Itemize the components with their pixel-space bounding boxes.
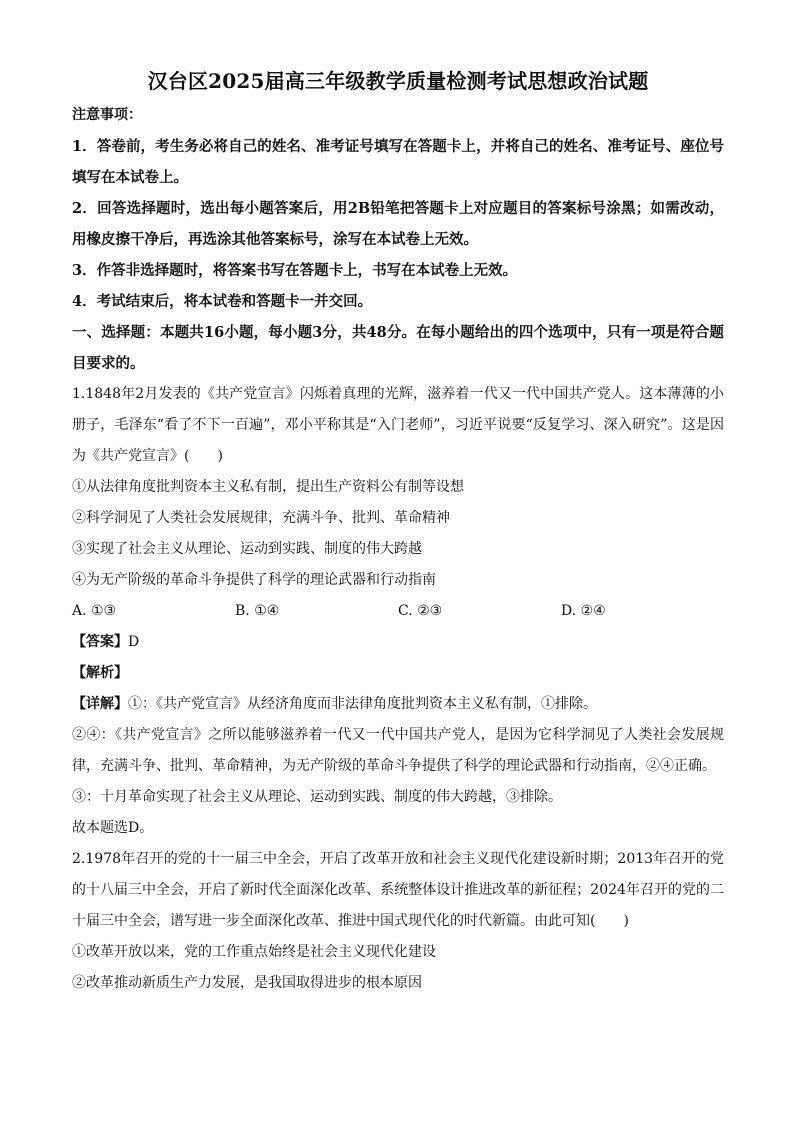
choice-c: C. ②③ [398,603,443,619]
analysis-label: 【解析】 [72,665,128,681]
question-1-option-3: ③实现了社会主义从理论、运动到实践、制度的伟大跨越 [72,541,422,557]
notice-heading: 注意事项： [72,107,142,123]
detail-line-2: ②④：《共产党宣言》之所以能够滋养着一代又一代中国共产党人，是因为它科学洞见了人类社会发展规律，充满斗争、批判、革命精神，为无产阶级的革命斗争提供了科学的理论武器和行动指南，②④正确。 [72,727,724,774]
detail-label: 【详解】 [72,696,128,712]
detail-line-4: 故本题选D。 [72,820,154,836]
question-2-option-2: ②改革推动新质生产力发展，是我国取得进步的根本原因 [72,975,422,991]
section-heading: 一、选择题：本题共16小题，每小题3分，共48分。在每小题给出的四个选项中，只有一项是符合题目要求的。 [72,324,724,372]
notice-item-2: 2．回答选择题时，选出每小题答案后，用2B铅笔把答题卡上对应题目的答案标号涂黑；如需改动，用橡皮擦干净后，再选涂其他答案标号，涂写在本试卷上无效。 [72,200,724,248]
notice-item-4: 4．考试结束后，将本试卷和答题卡一并交回。 [72,293,373,310]
question-1-option-1: ①从法律角度批判资本主义私有制，提出生产资料公有制等设想 [72,479,464,495]
answer-line [72,627,724,658]
answer-value: D [128,634,140,650]
exam-page [72,66,724,999]
question-1-option-2: ②科学洞见了人类社会发展规律，充满斗争、批判、革命精神 [72,510,450,526]
question-1-stem: 1.1848年2月发表的《共产党宣言》闪烁着真理的光辉，滋养着一代又一代中国共产党人。这本薄薄的小册子，毛泽东“看了不下一百遍”，邓小平称其是“入门老师”，习近平说要“反复学习、深入研究”。这是因为《共产党宣言》( ) [72,386,724,464]
question-2-option-1: ①改革开放以来，党的工作重点始终是社会主义现代化建设 [72,944,436,960]
question-2-stem: 2.1978年召开的党的十一届三中全会，开启了改革开放和社会主义现代化建设新时期；2013年召开的党的十八届三中全会，开启了新时代全面深化改革、系统整体设计推进改革的新征程；2024年召开的党的二十届三中全会，谱写进一步全面深化改革、推进中国式现代化的时代新篇。由此可知( ) [72,851,724,929]
choice-a: A. ①③ [72,603,117,619]
question-1-choices [72,596,724,627]
exam-title: 汉台区2025届高三年级教学质量检测考试思想政治试题 [147,69,649,93]
choice-d: D. ②④ [561,603,606,619]
choice-b: B. ①④ [235,603,280,619]
notice-item-3: 3．作答非选择题时，将答案书写在答题卡上，书写在本试卷上无效。 [72,262,518,279]
detail-text-1: ①：《共产党宣言》从经济角度而非法律角度批判资本主义私有制，①排除。 [128,696,597,712]
detail-line-1 [72,689,724,720]
detail-line-3: ③：十月革命实现了社会主义从理论、运动到实践、制度的伟大跨越，③排除。 [72,789,562,805]
notice-item-1: 1．答卷前，考生务必将自己的姓名、准考证号填写在答题卡上，并将自己的姓名、准考证号、座位号填写在本试卷上。 [72,138,724,186]
question-1-option-4: ④为无产阶级的革命斗争提供了科学的理论武器和行动指南 [72,572,436,588]
answer-label: 【答案】 [72,634,128,650]
